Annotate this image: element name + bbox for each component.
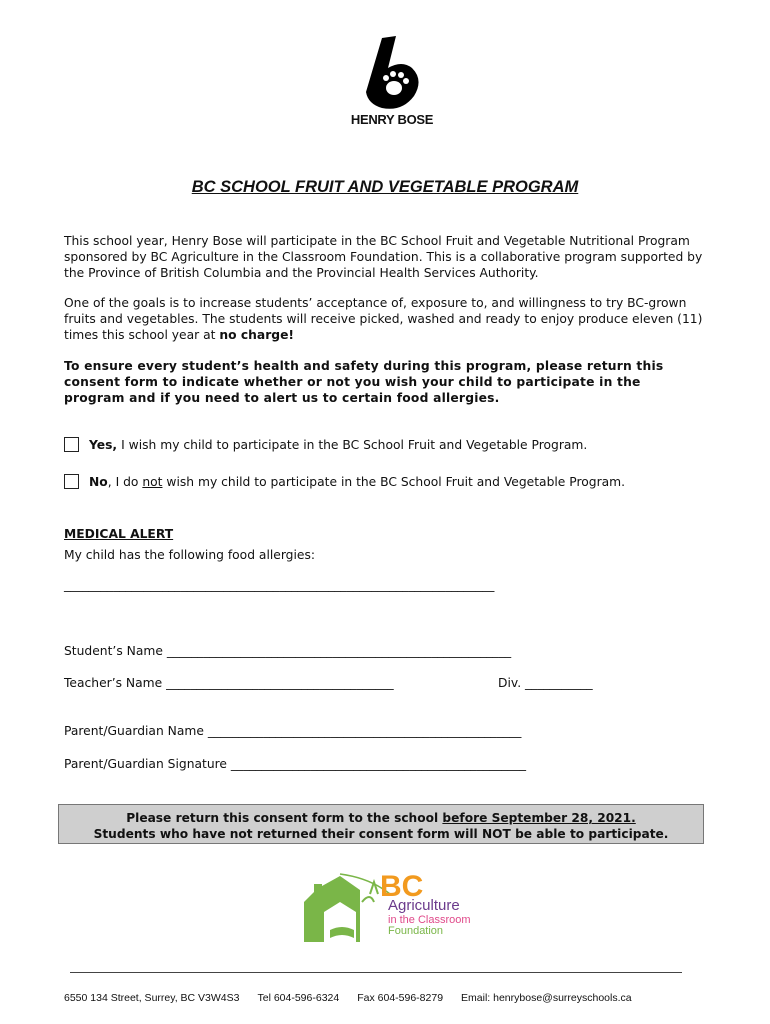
parent-name-field[interactable]: Parent/Guardian Name ___________________________________________________ [64, 724, 522, 738]
option-no[interactable] [64, 474, 625, 489]
yes-text: I wish my child to participate in the BC School Fruit and Vegetable Program. [121, 437, 588, 452]
bcac-line-2: in the Classroom [388, 914, 471, 926]
yes-checkbox[interactable] [64, 437, 79, 452]
medical-alert-heading: MEDICAL ALERT [64, 527, 174, 541]
bcac-big-text: BC [380, 870, 424, 903]
consent-request: To ensure every student’s health and safety during this program, please return this consent form to indicate whether or not you wish your child to participate in the program and if you need to alert us to certain food allergies. [64, 359, 664, 405]
intro-paragraph: This school year, Henry Bose will participate in the BC School Fruit and Vegetable Nutritional Program sponsored by BC Agriculture in the Classroom Foundation. This is a collaborative program supported by the Province of British Columbia and the Provincial Health Services Authority. [64, 234, 703, 280]
logo-name: HENRY BOSE [350, 112, 434, 127]
footer-tel: Tel 604-596-6324 [257, 992, 340, 1004]
notice-line-1 [59, 810, 703, 826]
allergies-prompt: My child has the following food allergies: [64, 548, 316, 562]
footer [64, 992, 724, 1004]
teacher-name-field[interactable]: Teacher’s Name _____________________________________ [64, 676, 394, 690]
option-yes[interactable] [64, 437, 587, 452]
paw-b-logo-icon [352, 34, 432, 118]
return-notice [58, 804, 704, 844]
student-name-field[interactable]: Student’s Name ________________________________________________________ [64, 644, 512, 658]
yes-label: Yes, [89, 437, 118, 452]
div-field[interactable]: Div. ___________ [498, 676, 593, 690]
footer-fax: Fax 604-596-8279 [357, 992, 444, 1004]
footer-email: Email: henrybose@surreyschools.ca [461, 992, 632, 1004]
page-title: BC SCHOOL FRUIT AND VEGETABLE PROGRAM [191, 178, 579, 196]
parent-signature-field[interactable]: Parent/Guardian Signature ________________________________________________ [64, 757, 527, 771]
goals-paragraph [64, 295, 704, 343]
allergies-line[interactable]: ______________________________________________________________________ [64, 578, 495, 592]
no-label: No [89, 474, 108, 489]
goals-bold: no charge! [219, 328, 295, 342]
no-checkbox[interactable] [64, 474, 79, 489]
no-text-before: , I do [107, 474, 143, 489]
bcac-line-3: Foundation [388, 925, 444, 937]
bcac-logo [300, 872, 500, 952]
footer-address: 6550 134 Street, Surrey, BC V3W4S3 [64, 992, 240, 1004]
goals-text: One of the goals is to increase students’ acceptance of, exposure to, and willingness to try BC-grown fruits and vegetables. The students will receive picked, washed and ready to enjoy produce eleven (11) times this school year at [64, 296, 703, 342]
no-text-underline: not [142, 474, 163, 489]
bcac-line-1: Agriculture [388, 897, 460, 914]
no-text-after: wish my child to participate in the BC School Fruit and Vegetable Program. [162, 474, 626, 489]
henry-bose-logo [352, 34, 432, 134]
notice-line-2: Students who have not returned their consent form will NOT be able to participate. [93, 827, 669, 841]
notice-deadline: before September 28, 2021. [442, 811, 636, 825]
footer-divider [70, 972, 682, 973]
notice-line-1-text: Please return this consent form to the school [126, 811, 443, 825]
